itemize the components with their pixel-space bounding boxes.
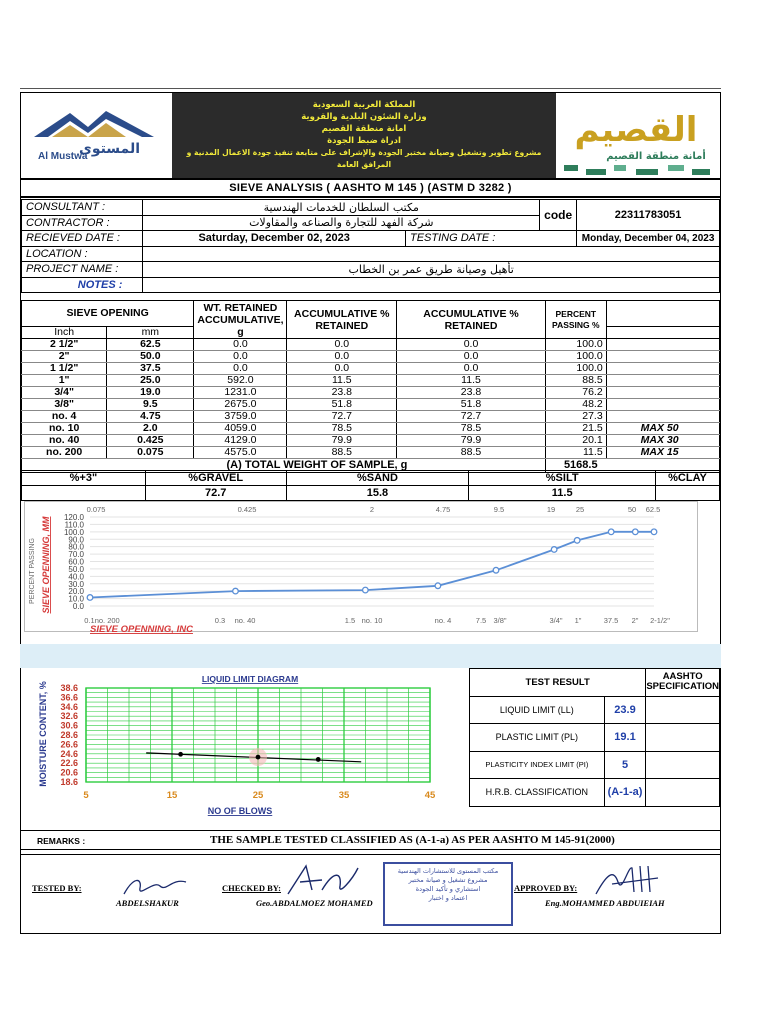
top-rule [20,88,721,89]
wt-retained-header-text: WT. RETAINED ACCUMULATIVE, [197,301,284,326]
x-top-tick-label: 2 [369,505,375,514]
sieve-acc1: 72.7 [287,411,397,423]
testing-date-value: Monday, December 04, 2023 [577,231,720,247]
clay-value [656,486,720,501]
official-stamp [383,862,513,926]
wt-retained-header [194,301,287,339]
sieve-acc2: 72.7 [397,411,546,423]
sieve-acc1: 23.8 [287,387,397,399]
sieve-pass: 100.0 [545,339,606,351]
banner-line: ادراة ضبط الجودة [327,136,401,146]
y-tick-label: 32.6 [60,711,78,722]
sieve-row [22,363,720,375]
y-tick-label: 120.0 [63,513,84,522]
banner-line: امانة منطقة القصيم [321,124,407,134]
x-tick-label: 25 [252,790,264,801]
contractor-value: شركة الفهد للتجارة والصناعه والمقاولات [143,215,540,231]
stamp-line: مشروع تشغيل و صيانة مختبر [408,876,488,884]
sieve-row [22,375,720,387]
percent-passing-header: PERCENT PASSING % [545,301,606,339]
data-point [178,752,183,757]
sieve-pass: 100.0 [545,363,606,375]
sieve-inch: 3/8" [22,399,107,411]
checked-by-label: CHECKED BY: [222,883,281,893]
clay-header: %CLAY [656,471,720,486]
x-top-tick-label: 25 [575,505,585,514]
sieve-acc2: 51.8 [397,399,546,411]
hrb-spec [646,779,720,807]
sieve-wt: 4129.0 [194,435,287,447]
pl-spec [646,724,720,752]
x-bottom-tick-label: 1.5 [344,616,356,625]
ministry-banner [172,93,556,178]
x-top-tick-label: 0.075 [86,505,106,514]
silt-value: 11.5 [469,486,656,501]
received-date-value: Saturday, December 02, 2023 [143,231,406,247]
pi-label: PLASTICITY INDEX LIMIT (PI) [470,751,605,779]
sieve-mm: 4.75 [107,411,194,423]
wt-unit: g [237,325,244,338]
sieve-acc2: 79.9 [397,435,546,447]
x-tick-label: 15 [166,790,178,801]
x-bottom-tick-label: no. 4 [434,616,452,625]
sieve-mm: 25.0 [107,375,194,387]
sieve-opening-header: SIEVE OPENING [22,301,194,327]
aashto-spec-header: AASHTO SPECIFICATION [646,669,720,697]
y-tick-label: 10.0 [68,594,84,604]
x-bottom-tick-label: no. 10 [361,616,383,625]
project-name-label: PROJECT NAME : [22,262,143,278]
data-point [632,529,638,535]
sieve-mm: 62.5 [107,339,194,351]
y-axis-label: PERCENT PASSING [29,538,36,604]
banner-line: المملكة العربية السعودية [312,100,416,110]
sieve-mm: 9.5 [107,399,194,411]
ll-chart-title: LIQUID LIMIT DIAGRAM [201,674,299,684]
y-tick-label: 80.0 [68,542,84,552]
stamp-line: اعتماد و اختبار [428,894,468,902]
plus3-header: %+3" [22,471,146,486]
code-label: code [540,200,577,231]
svg-text:Al Mustwa: Al Mustwa [38,151,88,162]
sieve-inch: no. 4 [22,411,107,423]
total-weight-value: 5168.5 [545,459,719,473]
sieve-pass: 21.5 [545,423,606,435]
spec-subheader-blank [606,327,719,339]
y-tick-label: 30.0 [68,579,84,589]
data-point [551,547,557,553]
sieve-acc2: 0.0 [397,351,546,363]
sieve-spec [606,351,719,363]
test-result-header: TEST RESULT [470,669,646,697]
sieve-spec: MAX 50 [606,423,719,435]
banner-line: وزارة الشئون البلدية والقروية [301,112,427,122]
x-bottom-tick-label: 0.3 [214,616,226,625]
code-value: 22311783051 [577,200,720,231]
y-tick-label: 20.6 [60,767,78,778]
inch-header: Inch [22,327,107,339]
info-table [21,199,720,293]
pi-value: 5 [604,751,646,779]
sieve-inch: 2" [22,351,107,363]
pl-label: PLASTIC LIMIT (PL) [470,724,605,752]
sieve-acc2: 78.5 [397,423,546,435]
data-point [435,583,441,589]
x-top-tick-label: 0.425 [237,505,257,514]
sieve-wt: 3759.0 [194,411,287,423]
y-tick-label: 0.0 [72,602,84,611]
acc-retained-header-1: ACCUMULATIVE % RETAINED [287,301,397,339]
x-bottom-tick-label: 0.1no. 200 [84,616,120,625]
y-tick-label: 40.0 [68,572,84,582]
sand-header: %SAND [286,471,469,486]
sieve-acc2: 11.5 [397,375,546,387]
sieve-row [22,447,720,459]
y-tick-label: 50.0 [68,564,84,574]
sieve-acc1: 79.9 [287,435,397,447]
stamp-line: مكتب المستوى للاستشارات الهندسية [397,867,499,875]
sieve-mm: 0.425 [107,435,194,447]
y-tick-label: 38.6 [60,683,78,693]
x-tick-label: 5 [83,790,89,801]
x-bottom-tick-label: 3/4" [549,616,563,625]
sieve-wt: 1231.0 [194,387,287,399]
sieve-row [22,411,720,423]
x-top-tick-label: 19 [546,505,556,514]
gravel-value: 72.7 [145,486,286,501]
sieve-mm: 50.0 [107,351,194,363]
y-tick-label: 20.0 [68,587,84,597]
approved-signature [592,862,662,900]
y-tick-label: 60.0 [68,557,84,567]
x-bottom-tick-label: 7.5 [475,616,487,625]
x-bottom-tick-label: 2-1/2" [650,616,670,625]
sieve-acc1: 88.5 [287,447,397,459]
report-title: SIEVE ANALYSIS ( AASHTO M 145 ) (ASTM D 3282 ) [21,178,720,198]
data-point [651,529,657,535]
sieve-row [22,399,720,411]
sieve-acc2: 0.0 [397,339,546,351]
spec-header-blank [606,301,719,327]
section-band [20,644,721,668]
sieve-acc2: 88.5 [397,447,546,459]
y-axis-label-2: SIEVE OPENNING, MM [41,516,51,614]
passing-curve [90,532,654,598]
remarks-label: REMARKS : [37,836,86,846]
contractor-label: CONTRACTOR : [22,215,143,231]
svg-text:القصيم: القصيم [574,110,698,150]
sieve-spec: MAX 30 [606,435,719,447]
location-label: LOCATION : [22,246,143,262]
x-bottom-tick-label: 1" [574,616,582,625]
sieve-acc1: 0.0 [287,351,397,363]
sieve-mm: 37.5 [107,363,194,375]
sieve-pass: 48.2 [545,399,606,411]
x-bottom-tick-label: no. 40 [234,616,256,625]
sieve-spec [606,339,719,351]
sieve-mm: 19.0 [107,387,194,399]
sieve-acc1: 0.0 [287,339,397,351]
sieve-pass: 20.1 [545,435,606,447]
y-tick-label: 30.6 [60,720,78,731]
x-tick-label: 45 [424,790,436,801]
sieve-pass: 100.0 [545,351,606,363]
gradation-chart [24,501,698,639]
x-top-tick-label: 62.5 [645,505,661,514]
x-bottom-tick-label: 37.5 [603,616,619,625]
checked-by-name: Geo.ABDALMOEZ MOHAMED [256,898,373,908]
banner-line: مشروع تطوير وتشغيل وصيانة مختبر الجودة والإشراف على متابعة تنفيذ جودة الاعمال المدنية و المرافق العامة [186,148,542,169]
data-point [493,567,499,573]
liquid-limit-chart [22,672,442,820]
data-point [256,755,261,760]
notes-value [143,277,720,293]
silt-header: %SILT [469,471,656,486]
data-point [316,757,321,762]
acc-retained-header-2: ACCUMULATIVE % RETAINED [397,301,546,339]
sieve-rows [22,339,720,459]
sieve-inch: 1 1/2" [22,363,107,375]
sieve-table [21,300,720,473]
sieve-pass: 11.5 [545,447,606,459]
mm-header: mm [107,327,194,339]
qassim-logo [556,95,719,179]
sieve-acc1: 51.8 [287,399,397,411]
x-bottom-tick-label: 2" [631,616,639,625]
y-tick-label: 22.6 [60,758,78,769]
sieve-pass: 76.2 [545,387,606,399]
test-result-table [469,668,720,807]
x-axis-label: NO OF BLOWS [207,806,273,816]
fraction-table [21,470,720,501]
remarks-text: THE SAMPLE TESTED CLASSIFIED AS (A-1-a) AS PER AASHTO M 145-91(2000) [210,834,615,846]
sieve-inch: no. 200 [22,447,107,459]
sieve-inch: no. 40 [22,435,107,447]
sieve-row [22,435,720,447]
stamp-line: استشاري و تأكيد الجودة [415,885,481,893]
sieve-inch: no. 10 [22,423,107,435]
y-tick-label: 34.6 [60,701,78,712]
pi-spec [646,751,720,779]
x-axis-label: SIEVE OPENNING, INC [90,624,193,635]
sieve-inch: 1" [22,375,107,387]
tested-by-label: TESTED BY: [32,883,82,893]
consultant-label: CONSULTANT : [22,200,143,216]
x-top-tick-label: 4.75 [435,505,451,514]
sieve-spec: MAX 15 [606,447,719,459]
checked-signature [282,860,362,900]
y-tick-label: 70.0 [68,550,84,560]
sieve-pass: 88.5 [545,375,606,387]
sieve-wt: 4575.0 [194,447,287,459]
sieve-row [22,339,720,351]
svg-text:المستوى: المستوى [78,141,140,157]
x-top-tick-label: 50 [627,505,637,514]
sieve-wt: 4059.0 [194,423,287,435]
sieve-spec [606,411,719,423]
pl-value: 19.1 [604,724,646,752]
sieve-acc1: 78.5 [287,423,397,435]
sieve-acc2: 0.0 [397,363,546,375]
sieve-wt: 0.0 [194,351,287,363]
sieve-acc1: 11.5 [287,375,397,387]
y-tick-label: 26.6 [60,739,78,750]
y-axis-label: MOISTURE CONTENT, % [38,681,48,787]
hrb-value: (A-1-a) [604,779,646,807]
sieve-wt: 2675.0 [194,399,287,411]
sieve-acc2: 23.8 [397,387,546,399]
y-tick-label: 28.6 [60,730,78,740]
sieve-row [22,387,720,399]
notes-label: NOTES : [22,277,143,293]
sand-value: 15.8 [286,486,469,501]
hrb-label: H.R.B. CLASSIFICATION [470,779,605,807]
tested-by-name: ABDELSHAKUR [116,898,179,908]
x-top-tick-label: 9.5 [493,505,505,514]
tested-signature [120,872,190,900]
sieve-spec [606,387,719,399]
sieve-spec [606,363,719,375]
sieve-inch: 3/4" [22,387,107,399]
sieve-mm: 2.0 [107,423,194,435]
y-tick-label: 24.6 [60,748,78,759]
sieve-mm: 0.075 [107,447,194,459]
y-tick-label: 100.0 [63,527,84,537]
sieve-row [22,423,720,435]
x-bottom-tick-label: 3/8" [493,616,507,625]
sieve-wt: 592.0 [194,375,287,387]
sieve-inch: 2 1/2" [22,339,107,351]
ll-spec [646,696,720,724]
ll-label: LIQUID LIMIT (LL) [470,696,605,724]
svg-text:أمانة منطقة القصيم: أمانة منطقة القصيم [606,151,706,162]
data-point [233,588,239,594]
total-weight-label: (A) TOTAL WEIGHT OF SAMPLE, g [22,459,546,473]
data-point [574,538,580,544]
sieve-spec [606,399,719,411]
received-date-label: RECIEVED DATE : [22,231,143,247]
y-tick-label: 110.0 [64,520,84,530]
sieve-row [22,351,720,363]
ll-value: 23.9 [604,696,646,724]
testing-date-label: TESTING DATE : [406,231,577,247]
sieve-spec [606,375,719,387]
approved-by-name: Eng.MOHAMMED ABDUIEIAH [545,898,665,908]
x-tick-label: 35 [338,790,350,801]
location-value [143,246,720,262]
consultant-value: مكتب السلطان للخدمات الهندسية [143,200,540,216]
al-mustwa-logo [22,95,172,179]
sieve-wt: 0.0 [194,339,287,351]
y-tick-label: 90.0 [68,535,84,545]
sieve-acc1: 0.0 [287,363,397,375]
data-point [87,595,93,601]
data-point [363,587,369,593]
approved-by-label: APPROVED BY: [514,883,578,893]
sieve-wt: 0.0 [194,363,287,375]
sieve-pass: 27.3 [545,411,606,423]
data-point [608,529,614,535]
project-name-value: تأهيل وصيانة طريق عمر بن الخطاب [143,262,720,278]
y-tick-label: 18.6 [60,777,78,787]
gravel-header: %GRAVEL [145,471,286,486]
plus3-value [22,486,146,501]
y-tick-label: 36.6 [60,692,78,703]
